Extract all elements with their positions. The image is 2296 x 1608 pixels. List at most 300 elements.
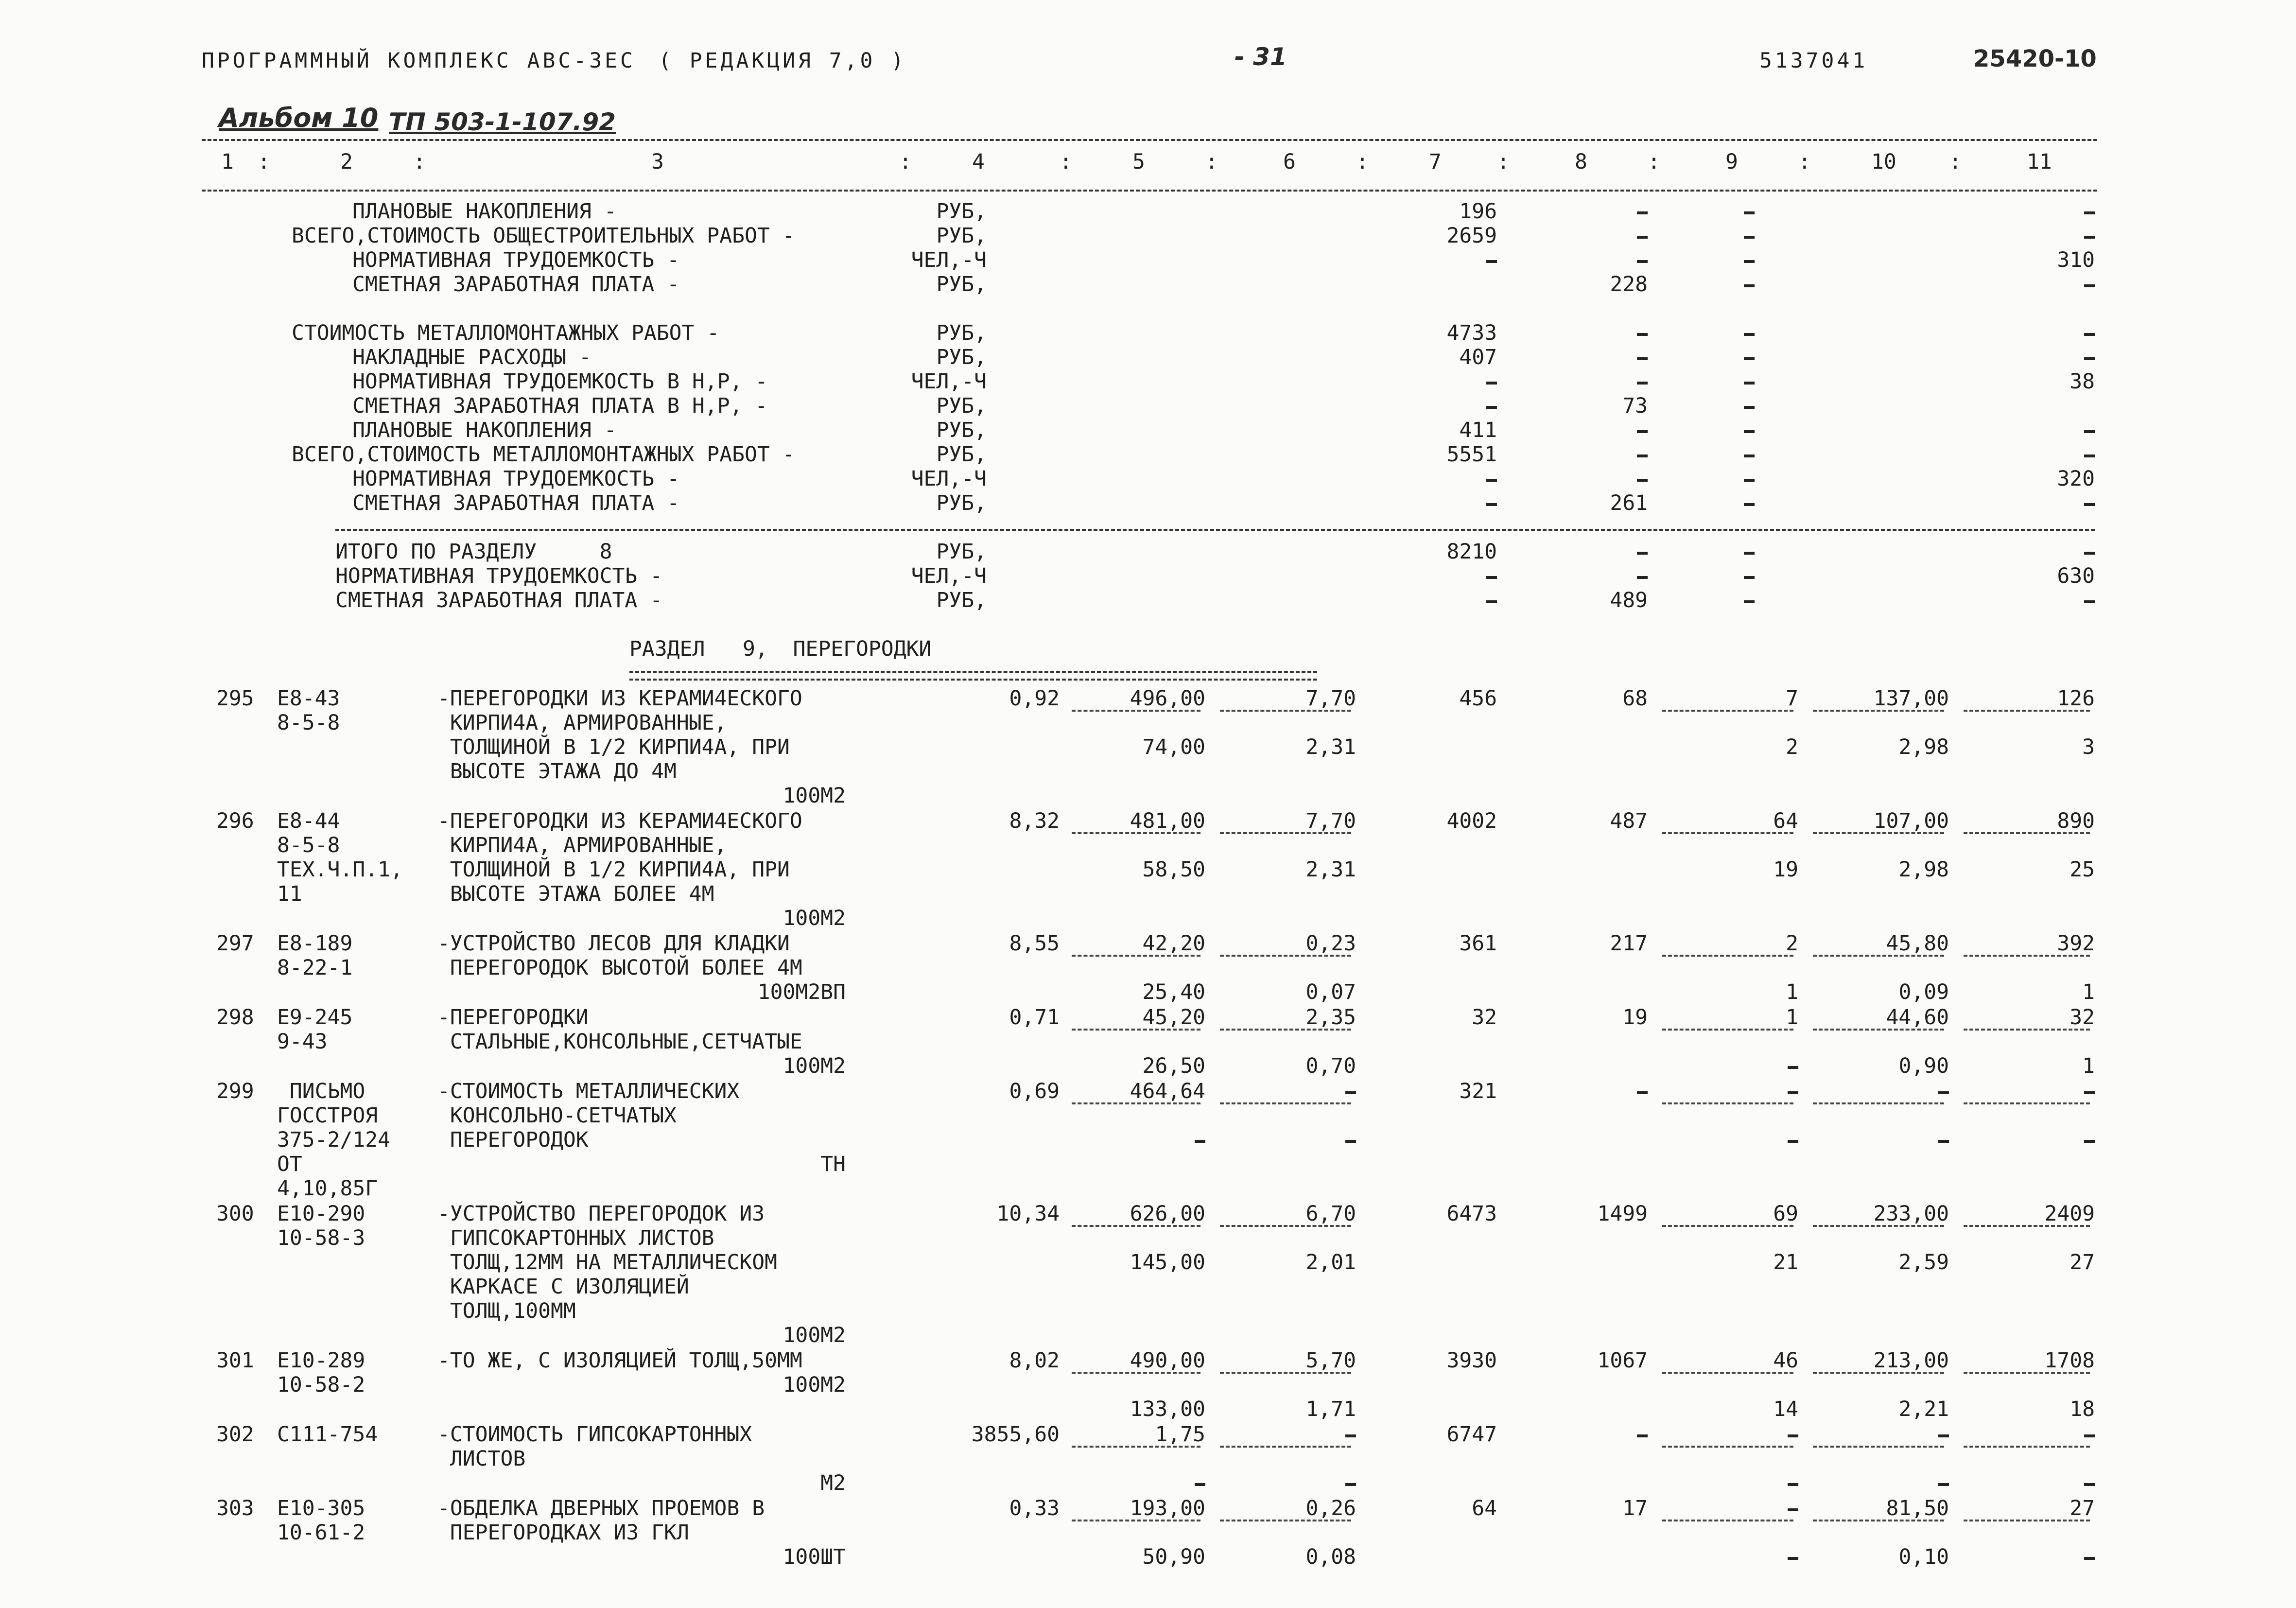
dash-mark [1788, 1140, 1798, 1143]
item-number: 303 [216, 1496, 254, 1521]
item-unit: 100ШТ [783, 1545, 846, 1569]
column-separator: : [1798, 150, 1811, 174]
labor-rate: 45,80 [1886, 931, 1949, 956]
unit-cost-total: 1,75 [1155, 1422, 1205, 1447]
summary-c9 [1744, 199, 1755, 224]
dash-mark [1938, 1140, 1949, 1143]
machine-labor-rate: 2,59 [1898, 1250, 1949, 1275]
dash-mark [1744, 236, 1755, 239]
dash-mark [2084, 1091, 2095, 1094]
total-label: ИТОГО ПО РАЗДЕЛУ 8 [335, 540, 612, 564]
item-description: КИРПИ4А, АРМИРОВАННЫЕ, [437, 833, 727, 857]
summary-c11: 310 [2057, 248, 2095, 272]
summary-c9 [1744, 418, 1755, 442]
dash-mark [1744, 357, 1755, 360]
sheet-code: 25420-10 [1973, 45, 2097, 72]
dash-mark [1744, 454, 1755, 457]
total-unit: РУБ, [936, 540, 987, 564]
machine-labor-hours: 27 [2070, 1250, 2095, 1275]
summary-unit: РУБ, [936, 418, 987, 442]
cell-underline [1964, 1520, 2090, 1521]
machine-labor-hours: 25 [2070, 857, 2095, 882]
dash-mark [1788, 1091, 1798, 1094]
item-code: 10-61-2 [277, 1521, 365, 1545]
summary-label: НОРМАТИВНАЯ ТРУДОЕМКОСТЬ - [352, 467, 680, 491]
item-code: ТЕХ.Ч.П.1, [277, 857, 403, 882]
summary-c7 [1486, 248, 1497, 272]
column-number: 2 [340, 150, 353, 174]
column-separator: : [413, 150, 426, 174]
dash-mark [1744, 576, 1755, 579]
total-labor: 17 [1622, 1496, 1648, 1521]
cell-underline [1072, 1225, 1200, 1227]
column-number: 8 [1575, 150, 1587, 174]
total-c11: 630 [2057, 564, 2095, 588]
cell-underline [1662, 1102, 1793, 1104]
total-c8 [1637, 540, 1648, 564]
dash-mark [1637, 552, 1648, 555]
item-quantity: 0,71 [1009, 1005, 1060, 1030]
total-c8: 489 [1610, 588, 1648, 612]
machine-labor-unit: 2,31 [1305, 735, 1356, 759]
dash-mark [1938, 1434, 1949, 1437]
labor-rate: 213,00 [1873, 1348, 1949, 1373]
machine-labor-hours: 18 [2070, 1397, 2095, 1421]
program-title: ПРОГРАММНЫЙ КОМПЛЕКС АВС-3ЕС [202, 49, 636, 73]
unit-cost-labor: 5,70 [1305, 1348, 1356, 1373]
item-number: 299 [216, 1079, 254, 1103]
summary-c11 [2084, 345, 2095, 369]
item-description: ТОЛЩИНОЙ В 1/2 КИРПИ4А, ПРИ [437, 735, 790, 759]
unit-cost-labor [1345, 1422, 1356, 1447]
total-labor: 217 [1610, 931, 1648, 956]
machine-cost [1788, 1496, 1798, 1521]
total-label: НОРМАТИВНАЯ ТРУДОЕМКОСТЬ - [335, 564, 663, 588]
cell-underline [1662, 1446, 1793, 1448]
machine-cost-unit: 145,00 [1130, 1250, 1205, 1275]
item-quantity: 8,55 [1009, 931, 1060, 956]
cell-underline [1220, 710, 1351, 712]
total-labor: 1499 [1597, 1202, 1648, 1226]
dash-mark [1195, 1140, 1205, 1143]
machine-cost-total: 1 [1786, 980, 1798, 1004]
page-number: - 31 [1235, 43, 1287, 71]
labor-rate: 233,00 [1873, 1202, 1949, 1226]
summary-c9 [1744, 345, 1755, 369]
item-description: -ПЕРЕГОРОДКИ ИЗ КЕРАМИ4ЕСКОГО [437, 809, 802, 833]
cell-underline [1072, 1372, 1200, 1374]
total-cost: 456 [1459, 686, 1497, 711]
cell-underline [1813, 1225, 1944, 1227]
labor-hours: 890 [2057, 809, 2095, 833]
cell-underline [1220, 1102, 1351, 1104]
item-code: Е10-305 [277, 1496, 365, 1521]
cell-underline [1662, 710, 1793, 712]
summary-c9 [1744, 224, 1755, 248]
summary-label: СМЕТНАЯ ЗАРАБОТНАЯ ПЛАТА - [352, 491, 680, 515]
item-description: ПЕРЕГОРОДКАХ ИЗ ГКЛ [437, 1521, 689, 1545]
summary-divider [335, 529, 2095, 531]
cell-underline [1813, 1029, 1944, 1031]
item-number: 296 [216, 809, 254, 833]
dash-mark [1637, 1434, 1648, 1437]
dash-mark [1744, 382, 1755, 385]
machine-labor-unit [1345, 1471, 1356, 1495]
total-unit: РУБ, [936, 588, 987, 612]
dash-mark [1345, 1091, 1356, 1094]
unit-cost-total: 45,20 [1142, 1005, 1205, 1030]
item-code: 8-5-8 [277, 711, 340, 735]
unit-cost-total: 481,00 [1130, 809, 1205, 833]
project-label: ТП 503-1-107.92 [389, 108, 616, 136]
dash-mark [1486, 576, 1497, 579]
item-code: Е10-289 [277, 1348, 365, 1373]
item-description: КАРКАСЕ С ИЗОЛЯЦИЕЙ [437, 1275, 689, 1299]
dash-mark [1744, 430, 1755, 433]
total-unit: ЧЕЛ,-Ч [911, 564, 987, 588]
item-code: С111-754 [277, 1422, 378, 1447]
unit-cost-total: 42,20 [1142, 931, 1205, 956]
summary-c7 [1486, 394, 1497, 418]
column-number: 7 [1429, 150, 1442, 174]
machine-cost-total: 14 [1773, 1397, 1798, 1421]
cell-underline [1964, 1446, 2090, 1448]
cell-underline [1813, 955, 1944, 957]
album-label: Альбом 10 [219, 103, 379, 133]
cell-underline [1662, 832, 1793, 834]
cell-underline [1964, 955, 2090, 957]
dash-mark [2084, 284, 2095, 287]
cell-underline [1813, 1446, 1944, 1448]
total-labor: 487 [1610, 809, 1648, 833]
dash-mark [1637, 454, 1648, 457]
dash-mark [1938, 1091, 1949, 1094]
cell-underline [1813, 1520, 1944, 1521]
cell-underline [1072, 1446, 1200, 1448]
machine-labor-rate: 0,10 [1898, 1545, 1949, 1569]
dash-mark [2084, 1483, 2095, 1486]
dash-mark [1637, 357, 1648, 360]
cell-underline [1072, 710, 1200, 712]
item-unit: 100М2ВП [757, 980, 846, 1004]
summary-c7: 4733 [1446, 321, 1497, 345]
summary-unit: ЧЕЛ,-Ч [911, 248, 987, 272]
summary-c9 [1744, 272, 1755, 297]
dash-mark [1345, 1434, 1356, 1437]
total-cost: 4002 [1446, 809, 1497, 833]
cell-underline [1220, 955, 1351, 957]
dash-mark [1744, 284, 1755, 287]
machine-cost-total [1788, 1471, 1798, 1495]
labor-hours: 1708 [2044, 1348, 2095, 1373]
item-number: 301 [216, 1348, 254, 1373]
machine-cost-unit: 74,00 [1142, 735, 1205, 759]
cell-underline [1813, 1372, 1944, 1374]
total-cost: 3930 [1446, 1348, 1497, 1373]
total-labor [1637, 1422, 1648, 1447]
column-separator: : [1205, 150, 1218, 174]
total-label: СМЕТНАЯ ЗАРАБОТНАЯ ПЛАТА - [335, 588, 663, 612]
machine-cost-total [1788, 1128, 1798, 1152]
unit-cost-total: 193,00 [1130, 1496, 1205, 1521]
column-separator: : [258, 150, 270, 174]
column-number: 11 [2027, 150, 2052, 174]
total-cost: 6747 [1446, 1422, 1497, 1447]
item-unit: 100М2 [783, 1323, 846, 1347]
item-code: ГОССТРОЯ [277, 1103, 378, 1128]
item-description: ТОЛЩ,100ММ [437, 1299, 576, 1323]
machine-cost: 1 [1786, 1005, 1798, 1030]
column-separator: : [1060, 150, 1072, 174]
summary-c9 [1744, 394, 1755, 418]
summary-unit: ЧЕЛ,-Ч [911, 369, 987, 394]
column-number: 5 [1132, 150, 1145, 174]
column-number: 4 [972, 150, 985, 174]
labor-rate [1938, 1422, 1949, 1447]
item-code: 4,10,85Г [277, 1176, 378, 1201]
dash-mark [2084, 211, 2095, 214]
machine-cost-unit: 25,40 [1142, 980, 1205, 1004]
summary-c8 [1637, 248, 1648, 272]
item-description: -ОБДЕЛКА ДВЕРНЫХ ПРОЕМОВ В [437, 1496, 765, 1521]
machine-labor-rate: 2,98 [1898, 735, 1949, 759]
item-description: ЛИСТОВ [437, 1447, 526, 1471]
cell-underline [1813, 1102, 1944, 1104]
machine-labor-hours: 1 [2082, 1054, 2095, 1078]
item-code: Е10-290 [277, 1202, 365, 1226]
dash-mark [1486, 479, 1497, 482]
cell-underline [1662, 1029, 1793, 1031]
unit-cost-total: 626,00 [1130, 1202, 1205, 1226]
machine-cost: 64 [1773, 809, 1798, 833]
dash-mark [2084, 1140, 2095, 1143]
labor-rate [1938, 1079, 1949, 1103]
dash-mark [2084, 503, 2095, 506]
unit-cost-labor: 6,70 [1305, 1202, 1356, 1226]
summary-c8: 261 [1610, 491, 1648, 515]
labor-hours: 27 [2070, 1496, 2095, 1521]
total-c9 [1744, 540, 1755, 564]
summary-c11 [2084, 418, 2095, 442]
item-code: 8-22-1 [277, 956, 353, 980]
dash-mark [1637, 333, 1648, 336]
cell-underline [1072, 1520, 1200, 1521]
column-separator: : [1356, 150, 1369, 174]
item-description: -СТОИМОСТЬ ГИПСОКАРТОННЫХ [437, 1422, 752, 1447]
total-c9 [1744, 588, 1755, 612]
cell-underline [1220, 832, 1351, 834]
dash-mark [1744, 211, 1755, 214]
summary-c7: 407 [1459, 345, 1497, 369]
summary-label: НАКЛАДНЫЕ РАСХОДЫ - [352, 345, 591, 369]
summary-label: СМЕТНАЯ ЗАРАБОТНАЯ ПЛАТА В Н,Р, - [352, 394, 768, 418]
dash-mark [1637, 211, 1648, 214]
item-description: ВЫСОТЕ ЭТАЖА БОЛЕЕ 4М [437, 882, 714, 906]
summary-unit: РУБ, [936, 394, 987, 418]
machine-labor-hours [2084, 1471, 2095, 1495]
labor-hours [2084, 1079, 2095, 1103]
unit-cost-total: 490,00 [1130, 1348, 1205, 1373]
column-number: 1 [221, 150, 234, 174]
table-header-rule [202, 190, 2097, 192]
cell-underline [1964, 1102, 2090, 1104]
column-number: 3 [651, 150, 664, 174]
machine-cost-unit [1195, 1128, 1205, 1152]
dash-mark [1486, 406, 1497, 409]
section-title: РАЗДЕЛ 9, ПЕРЕГОРОДКИ [629, 637, 932, 661]
item-code: 10-58-3 [277, 1226, 365, 1250]
machine-cost-total: 21 [1773, 1250, 1798, 1275]
summary-c11 [2084, 199, 2095, 224]
cell-underline [1220, 1446, 1351, 1448]
item-description: ТОЛЩИНОЙ В 1/2 КИРПИ4А, ПРИ [437, 857, 790, 882]
machine-labor-hours [2084, 1128, 2095, 1152]
summary-unit: РУБ, [936, 224, 987, 248]
machine-cost: 46 [1773, 1348, 1798, 1373]
dash-mark [1788, 1557, 1798, 1560]
summary-unit: РУБ, [936, 345, 987, 369]
summary-unit: ЧЕЛ,-Ч [911, 467, 987, 491]
total-c11 [2084, 540, 2095, 564]
cell-underline [1072, 1029, 1200, 1031]
total-cost: 361 [1459, 931, 1497, 956]
cell-underline [1072, 832, 1200, 834]
item-description: ПЕРЕГОРОДОК ВЫСОТОЙ БОЛЕЕ 4М [437, 956, 802, 980]
dash-mark [2084, 333, 2095, 336]
cell-underline [1220, 1225, 1351, 1227]
item-code: ПИСЬМО [277, 1079, 365, 1103]
dash-mark [2084, 454, 2095, 457]
cell-underline [1964, 1225, 2090, 1227]
dash-mark [1637, 576, 1648, 579]
dash-mark [2084, 600, 2095, 603]
dash-mark [1744, 260, 1755, 263]
item-unit: 100М2 [783, 1054, 846, 1078]
dash-mark [1486, 382, 1497, 385]
item-quantity: 3855,60 [971, 1422, 1060, 1447]
item-code: 9-43 [277, 1030, 328, 1054]
unit-cost-labor: 0,23 [1305, 931, 1356, 956]
dash-mark [1744, 406, 1755, 409]
total-cost: 321 [1459, 1079, 1497, 1103]
dash-mark [1486, 260, 1497, 263]
dash-mark [1744, 503, 1755, 506]
cell-underline [1220, 1520, 1351, 1521]
total-c8 [1637, 564, 1648, 588]
item-number: 295 [216, 686, 254, 711]
machine-labor-unit: 1,71 [1305, 1397, 1356, 1421]
machine-cost-unit [1195, 1471, 1205, 1495]
machine-cost [1788, 1079, 1798, 1103]
item-code: 375-2/124 [277, 1128, 390, 1152]
labor-rate: 44,60 [1886, 1005, 1949, 1030]
machine-labor-hours: 1 [2082, 980, 2095, 1004]
machine-labor-hours: 3 [2082, 735, 2095, 759]
column-number: 10 [1871, 150, 1896, 174]
item-code: 8-5-8 [277, 833, 340, 857]
labor-hours [2084, 1422, 2095, 1447]
cell-underline [1964, 832, 2090, 834]
total-c7: 8210 [1446, 540, 1497, 564]
summary-label: СТОИМОСТЬ МЕТАЛЛОМОНТАЖНЫХ РАБОТ - [292, 321, 720, 345]
item-number: 298 [216, 1005, 254, 1030]
dash-mark [1637, 479, 1648, 482]
summary-unit: РУБ, [936, 321, 987, 345]
summary-c7: 411 [1459, 418, 1497, 442]
summary-label: ПЛАНОВЫЕ НАКОПЛЕНИЯ - [352, 418, 617, 442]
machine-cost [1788, 1422, 1798, 1447]
summary-c8 [1637, 442, 1648, 467]
machine-cost: 69 [1773, 1202, 1798, 1226]
summary-c9 [1744, 248, 1755, 272]
dash-mark [1345, 1483, 1356, 1486]
dash-mark [1788, 1434, 1798, 1437]
machine-cost-total: 2 [1786, 735, 1798, 759]
column-number: 9 [1725, 150, 1738, 174]
table-top-rule [202, 139, 2097, 141]
cell-underline [1072, 955, 1200, 957]
dash-mark [1788, 1483, 1798, 1486]
item-code: Е8-189 [277, 931, 353, 956]
machine-cost-unit: 26,50 [1142, 1054, 1205, 1078]
summary-c7 [1486, 467, 1497, 491]
dash-mark [1788, 1508, 1798, 1511]
item-description: ТОЛЩ,12ММ НА МЕТАЛЛИЧЕСКОМ [437, 1250, 777, 1275]
dash-mark [1744, 479, 1755, 482]
item-quantity: 8,32 [1009, 809, 1060, 833]
item-code: 11 [277, 882, 302, 906]
unit-cost-labor: 7,70 [1305, 809, 1356, 833]
dash-mark [1637, 1091, 1648, 1094]
machine-labor-rate: 0,90 [1898, 1054, 1949, 1078]
item-number: 302 [216, 1422, 254, 1447]
total-cost: 32 [1472, 1005, 1497, 1030]
summary-c7 [1486, 491, 1497, 515]
labor-rate: 81,50 [1886, 1496, 1949, 1521]
summary-c8 [1637, 369, 1648, 394]
item-number: 297 [216, 931, 254, 956]
item-quantity: 0,92 [1009, 686, 1060, 711]
item-description: -ПЕРЕГОРОДКИ [437, 1005, 589, 1030]
unit-cost-total: 496,00 [1130, 686, 1205, 711]
item-description: СТАЛЬНЫЕ,КОНСОЛЬНЫЕ,СЕТЧАТЫЕ [437, 1030, 802, 1054]
edition-label: ( РЕДАКЦИЯ 7,0 ) [659, 49, 907, 73]
machine-labor-rate: 0,09 [1898, 980, 1949, 1004]
item-code: Е9-245 [277, 1005, 353, 1030]
dash-mark [1195, 1483, 1205, 1486]
dash-mark [1788, 1066, 1798, 1069]
summary-c8 [1637, 345, 1648, 369]
summary-c9 [1744, 467, 1755, 491]
dash-mark [2084, 430, 2095, 433]
summary-c8 [1637, 418, 1648, 442]
dash-mark [1486, 600, 1497, 603]
dash-mark [1637, 430, 1648, 433]
total-labor [1637, 1079, 1648, 1103]
summary-c9 [1744, 321, 1755, 345]
item-unit: ТН [820, 1152, 846, 1176]
section-title-underline [629, 671, 1317, 681]
dash-mark [1345, 1140, 1356, 1143]
dash-mark [2084, 357, 2095, 360]
machine-cost-total [1788, 1054, 1798, 1078]
summary-c8: 228 [1610, 272, 1648, 297]
labor-hours: 2409 [2044, 1202, 2095, 1226]
summary-c9 [1744, 491, 1755, 515]
summary-c8 [1637, 321, 1648, 345]
cell-underline [1964, 1372, 2090, 1374]
cell-underline [1220, 1372, 1351, 1374]
